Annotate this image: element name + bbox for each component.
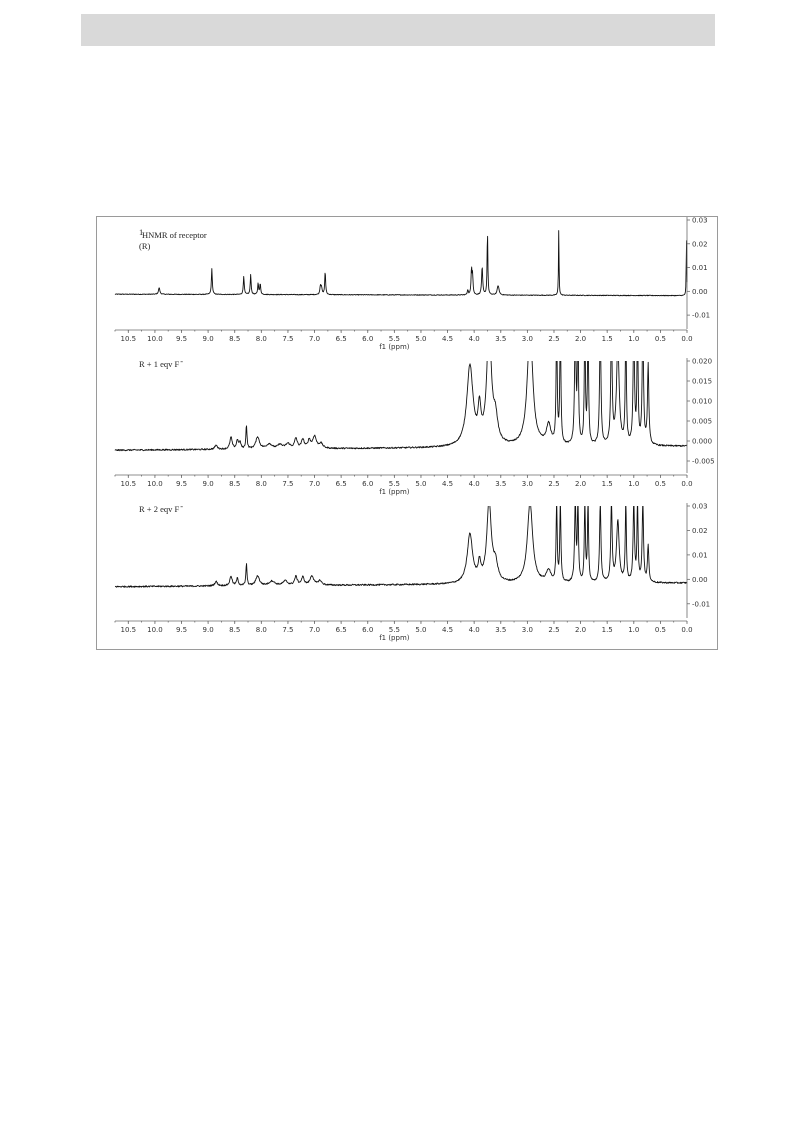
x-tick-label: 4.5 [441, 335, 454, 343]
nmr-panel-1 [115, 217, 710, 351]
x-tick-label: 5.0 [415, 480, 427, 488]
x-tick-label: 3.5 [495, 335, 507, 343]
x-tick-label: 1.0 [628, 335, 640, 343]
x-tick-label: 4.0 [468, 626, 480, 634]
x-tick-label: 9.5 [175, 480, 188, 488]
y-tick-label: -0.005 [692, 457, 715, 466]
x-tick-label: 0.5 [654, 480, 666, 488]
panel-label: HNMR of receptor [142, 230, 207, 240]
y-tick-label: 0.03 [692, 502, 708, 511]
x-tick-label: 2.0 [575, 335, 587, 343]
x-tick-label: 3.0 [521, 480, 533, 488]
x-tick-label: 9.0 [202, 626, 214, 634]
x-tick-label: 6.5 [335, 480, 347, 488]
y-tick-label: 0.01 [692, 264, 708, 273]
x-tick-label: 7.0 [308, 480, 321, 488]
x-tick-label: 2.0 [575, 626, 587, 634]
x-tick-label: 1.0 [628, 626, 640, 634]
x-tick-label: 10.0 [147, 335, 163, 343]
x-tick-label: 2.0 [575, 480, 587, 488]
nmr-panel-3 [115, 495, 710, 642]
header-bar [81, 14, 715, 46]
x-tick-label: 2.5 [548, 480, 560, 488]
y-tick-label: -0.01 [692, 311, 711, 320]
panel-label-superscript: 1 [139, 227, 144, 237]
spectrum-trace-3 [115, 495, 687, 588]
x-tick-label: 0.0 [681, 335, 693, 343]
spectrum-trace-1 [115, 231, 687, 296]
x-tick-label: 1.5 [601, 335, 613, 343]
y-tick-label: 0.020 [692, 357, 713, 366]
x-tick-label: 7.5 [282, 335, 294, 343]
x-tick-label: 7.5 [282, 626, 294, 634]
x-tick-label: 5.5 [388, 480, 400, 488]
x-tick-label: 6.0 [362, 335, 374, 343]
x-tick-label: 4.5 [441, 626, 454, 634]
x-tick-label: 0.5 [654, 335, 666, 343]
x-axis-title: f1 (ppm) [379, 343, 410, 351]
x-tick-label: 8.5 [229, 335, 241, 343]
x-tick-label: 6.0 [362, 480, 374, 488]
x-tick-label: 8.0 [255, 480, 267, 488]
x-tick-label: 9.0 [202, 480, 214, 488]
x-tick-label: 8.5 [229, 480, 241, 488]
x-tick-label: 7.0 [308, 335, 321, 343]
y-tick-label: 0.02 [692, 240, 708, 249]
x-tick-label: 3.5 [495, 626, 507, 634]
x-tick-label: 10.5 [120, 626, 137, 634]
x-tick-label: 3.0 [521, 626, 533, 634]
x-tick-label: 0.0 [681, 480, 693, 488]
x-tick-label: 1.5 [601, 626, 613, 634]
x-tick-label: 10.0 [147, 480, 163, 488]
x-tick-label: 7.0 [308, 626, 321, 634]
x-tick-label: 4.0 [468, 480, 480, 488]
x-tick-label: 2.5 [548, 626, 560, 634]
y-tick-label: 0.00 [692, 287, 708, 296]
x-tick-label: 6.5 [335, 626, 347, 634]
x-tick-label: 7.5 [282, 480, 294, 488]
x-tick-label: 10.5 [120, 335, 137, 343]
y-tick-label: 0.000 [692, 437, 713, 446]
panel-label: R + 2 eqv F [139, 504, 180, 514]
x-tick-label: 8.0 [255, 626, 267, 634]
x-tick-label: 3.0 [521, 335, 533, 343]
x-tick-label: 1.0 [628, 480, 640, 488]
x-tick-label: 0.0 [681, 626, 693, 634]
x-tick-label: 5.5 [388, 626, 400, 634]
x-tick-label: 6.5 [335, 335, 347, 343]
x-tick-label: 2.5 [548, 335, 560, 343]
x-tick-label: 8.0 [255, 335, 267, 343]
x-tick-label: 5.0 [415, 335, 427, 343]
panel-label: R + 1 eqv F [139, 359, 180, 369]
x-tick-label: 10.0 [147, 626, 163, 634]
y-tick-label: 0.00 [692, 575, 708, 584]
y-tick-label: -0.01 [692, 600, 711, 609]
x-tick-label: 1.5 [601, 480, 613, 488]
panel-label-line2: (R) [139, 241, 151, 251]
panel-label-superscript: - [180, 356, 184, 366]
x-tick-label: 4.0 [468, 335, 480, 343]
y-tick-label: 0.03 [692, 217, 708, 225]
x-tick-label: 8.5 [229, 626, 241, 634]
y-tick-label: 0.02 [692, 526, 708, 535]
nmr-figure [96, 216, 718, 650]
x-tick-label: 9.0 [202, 335, 214, 343]
y-tick-label: 0.015 [692, 377, 713, 386]
x-tick-label: 9.5 [175, 626, 188, 634]
x-tick-label: 0.5 [654, 626, 666, 634]
x-tick-label: 4.5 [441, 480, 454, 488]
panel-label-superscript: - [180, 501, 184, 511]
x-tick-label: 10.5 [120, 480, 137, 488]
x-axis-title: f1 (ppm) [379, 488, 410, 496]
nmr-spectra-chart [97, 217, 717, 649]
x-tick-label: 3.5 [495, 480, 507, 488]
y-tick-label: 0.010 [692, 397, 713, 406]
x-tick-label: 6.0 [362, 626, 374, 634]
x-tick-label: 5.5 [388, 335, 400, 343]
y-tick-label: 0.005 [692, 417, 713, 426]
x-tick-label: 9.5 [175, 335, 188, 343]
y-tick-label: 0.01 [692, 551, 708, 560]
x-axis-title: f1 (ppm) [379, 634, 410, 642]
x-tick-label: 5.0 [415, 626, 427, 634]
